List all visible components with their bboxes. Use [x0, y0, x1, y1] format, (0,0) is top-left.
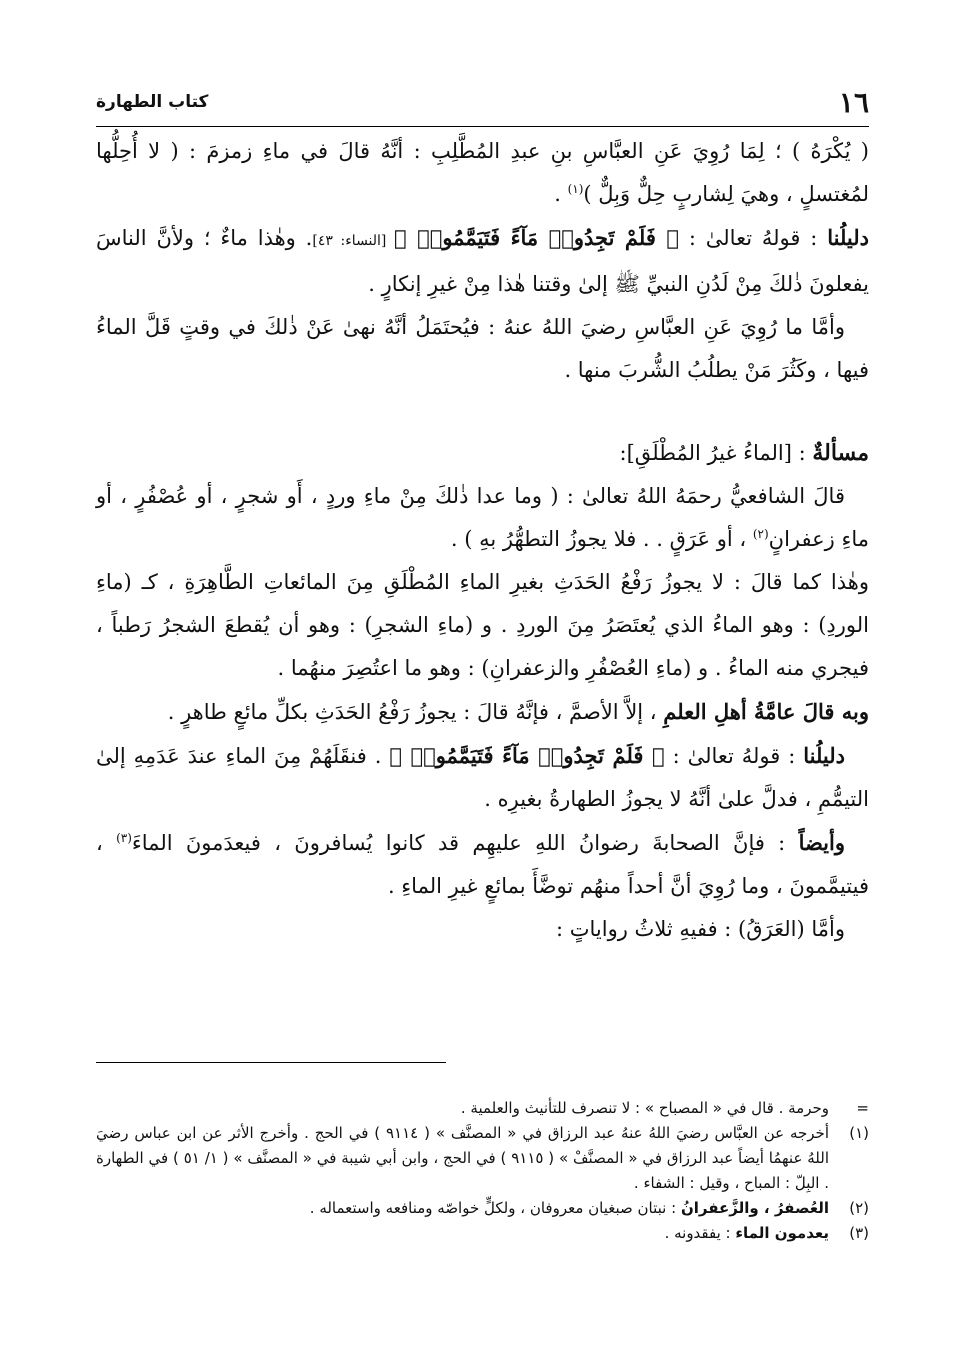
paragraph-5: وهٰذا كما قالَ : لا يجوزُ رَفْعُ الحَدَثِ بغيرِ الماءِ المُطْلَقِ مِنَ المائعاتِ الطَّاهِرَةِ ، كـ (ماءِ الوردِ) : وهو الماءُ الذي يُعتَصَرُ مِنَ الوردِ . و (ماءِ الشجرِ) : وهو أن يُقطعَ الشجرُ رَطباً ، فيجري منه الماءُ . و (ماءِ العُصْفُرِ والزعفرانِ) : وهو ما اعتُصِرَ منهُما . — [96, 570, 869, 680]
footnote-ref-2[interactable]: (٢) — [752, 527, 769, 541]
footnote-2: (٢) العُصفرُ ، والزَّعفرانُ : نبتان صبغيان معروفان ، ولكلٍّ خواصّه ومنافعه واستعماله . — [96, 1196, 869, 1221]
also-label: وأيضاً — [798, 830, 845, 855]
paragraph-4: قالَ الشافعيُّ رحمَهُ اللهُ تعالىٰ : ( وما عدا ذٰلكَ مِنْ ماءِ وردٍ ، أَو شجرٍ ، أو عُصْفُرٍ ، أو ماءِ زعفرانٍ$^{(٢)}$ ، أو عَرَقٍ . . فلا يجوزُ التطهُّرُ بهِ ) . — [96, 484, 869, 551]
footnotes — [96, 1096, 869, 1246]
evidence-label: دليلُنا — [803, 743, 846, 768]
running-title: كتاب الطهارة — [96, 92, 209, 112]
footnote-mark: (٢) — [849, 1199, 869, 1217]
page-header — [96, 82, 869, 127]
paragraph-9: وأمَّا (العَرَقُ) : ففيهِ ثلاثُ رواياتٍ : — [556, 917, 845, 941]
paragraph-6: وبه قالَ عامَّةُ أهلِ العلمِ ، إلاَّ الأصمَّ ، فإنَّهُ قالَ : يجوزُ رَفْعُ الحَدَثِ بكلِّ مائعٍ طاهرٍ . — [167, 699, 869, 724]
footnote-separator — [96, 1062, 446, 1063]
footnote-1: (١) أخرجه عن العبَّاس رضيَ اللهُ عنهُ عبد الرزاق في « المصنَّف » ( ٩١١٤ ) في الحج . وأخرج الأثر عن ابن عباس رضيَ اللهُ عنهمُا أيضاً عبد الرزاق في « المصنَّفْ » ( ٩١١٥ ) في الحج ، وابن أبي شيبة في « المصنَّف » ( ١/ ٥١ ) في الطهارة . البِلّ : المباح ، وقيل : الشفاء . — [96, 1121, 869, 1196]
paragraph-8: وأيضاً : فإنَّ الصحابةَ رضوانُ اللهِ عليهِم قد كانوا يُسافرونَ ، فيعدَمونَ الماءَ$^{(٣)}$ ، فيتيمَّمونَ ، وما رُوِيَ أنَّ أحداً منهُم توضَّأَ بمائعٍ غيرِ الماءِ . — [96, 830, 869, 898]
quran-verse: ﴿ فَلَمْ تَجِدُوا۟ مَآءً فَتَيَمَّمُوا۟ ﴾ — [389, 743, 665, 768]
verse-citation: [النساء: ٤٣] — [312, 233, 395, 249]
evidence-label: دليلُنا — [827, 225, 869, 250]
footnote-mark: (٣) — [849, 1224, 869, 1242]
issue-label: مسألةٌ — [812, 440, 869, 466]
footnote-ref-3[interactable]: (٣) — [116, 831, 132, 845]
paragraph-7: دليلُنا : قولهُ تعالىٰ : ﴿ فَلَمْ تَجِدُوا۟ مَآءً فَتَيَمَّمُوا۟ ﴾ . فنقَلَهُمْ مِنَ الماءِ عندَ عَدَمِهِ إلىٰ التيمُّمِ ، فدلَّ علىٰ أنَّهُ لا يجوزُ الطهارةُ بغيرِه . — [96, 743, 869, 811]
paragraph-1: ( يُكْرَهُ ) ؛ لِمَا رُوِيَ عَنِ العبَّاسِ بنِ عبدِ المُطَّلِبِ : أنَّهُ قالَ في ماءِ زمزمَ : ( لا أُحِلُّها لمُغتسلٍ ، وهيَ لِشاربٍ حِلٌّ وَبِلٌّ )$^{(١)}$ . — [96, 139, 869, 206]
footnote-ref-1[interactable]: (١) — [567, 182, 584, 196]
paragraph-3: وأمَّا ما رُوِيَ عَنِ العبَّاسِ رضيَ اللهُ عنهُ : فيُحتَمَلُ أنَّهُ نهىٰ عَنْ ذٰلكَ في وقتٍ قَلَّ الماءُ فيها ، وكَثُرَ مَنْ يطلُبُ الشُّربَ منها . — [96, 315, 869, 382]
issue-title: : [الماءُ غيرُ المُطْلَقِ]: — [619, 441, 813, 465]
quran-verse: ﴿ فَلَمْ تَجِدُوا۟ مَآءً فَتَيَمَّمُوا۟ ﴾ — [394, 225, 679, 250]
footnote-mark: = — [856, 1099, 869, 1117]
footnote-continued: = وحرمة . قال في « المصباح » : لا تنصرف للتأنيث والعلمية . — [96, 1096, 869, 1121]
spacer — [96, 392, 869, 432]
issue-heading — [96, 432, 869, 475]
paragraph-2: دليلُنا : قولهُ تعالىٰ : ﴿ فَلَمْ تَجِدُوا۟ مَآءً فَتَيَمَّمُوا۟ ﴾ [النساء: ٤٣]. وهٰذا ماءٌ ؛ ولأنَّ الناسَ يفعلونَ ذٰلكَ مِنْ لَدُنِ النبيِّ ﷺ إلىٰ وقتنا هٰذا مِنْ غيرِ إنكارٍ . — [96, 225, 869, 296]
page-number: ١٦ — [838, 86, 869, 119]
footnote-3: (٣) يعدمون الماء : يفقدونه . — [96, 1221, 869, 1246]
consensus-phrase: وبه قالَ عامَّةُ أهلِ العلمِ — [663, 699, 869, 724]
footnote-mark: (١) — [849, 1124, 869, 1142]
main-text — [96, 130, 869, 951]
